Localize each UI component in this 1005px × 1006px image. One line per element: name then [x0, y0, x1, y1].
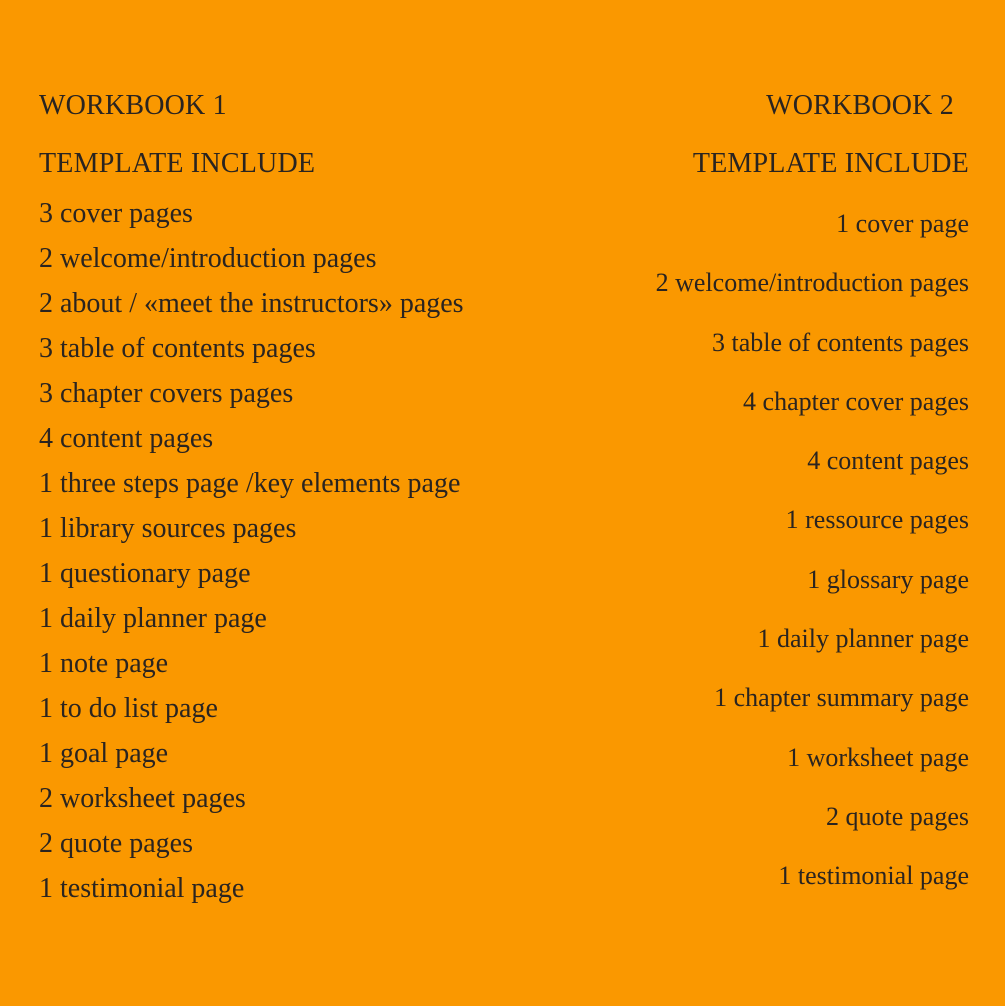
- list-item: 1 three steps page /key elements page: [39, 468, 461, 499]
- list-item: 3 chapter covers pages: [39, 378, 294, 409]
- workbook-1-column: [39, 88, 599, 911]
- list-item: 4 content pages: [807, 446, 969, 476]
- list-item: 3 table of contents pages: [39, 333, 316, 364]
- list-item: 1 cover page: [836, 209, 969, 238]
- workbook-1-subtitle: TEMPLATE INCLUDE: [39, 148, 316, 179]
- workbook-2-subtitle: TEMPLATE INCLUDE: [692, 148, 969, 179]
- list-item: 1 goal page: [39, 738, 169, 769]
- list-item: 2 quote pages: [39, 828, 193, 859]
- list-item: 1 glossary page: [807, 564, 969, 594]
- workbook-1-list: [39, 191, 599, 911]
- list-item: 1 questionary page: [39, 558, 251, 589]
- list-item: 2 about / «meet the instructors» pages: [39, 288, 464, 319]
- list-item: 1 daily planner page: [757, 624, 969, 654]
- workbook-2-list: [529, 202, 969, 914]
- list-item: 2 welcome/introduction pages: [655, 268, 969, 298]
- list-item: 1 worksheet page: [787, 742, 969, 772]
- list-item: 2 welcome/introduction pages: [39, 243, 377, 274]
- workbook-2-column: [529, 88, 969, 914]
- list-item: 3 table of contents pages: [711, 327, 969, 357]
- list-item: 2 worksheet pages: [39, 783, 246, 814]
- list-item: 4 content pages: [39, 423, 214, 454]
- list-item: 1 to do list page: [39, 693, 218, 724]
- workbook-1-title: WORKBOOK 1: [39, 90, 227, 121]
- list-item: 1 ressource pages: [785, 505, 969, 535]
- list-item: 4 chapter cover pages: [743, 386, 969, 416]
- list-item: 1 testimonial page: [39, 873, 245, 904]
- list-item: 1 testimonial page: [778, 861, 969, 891]
- list-item: 3 cover pages: [39, 198, 193, 229]
- list-item: 1 library sources pages: [39, 513, 297, 544]
- list-item: 2 quote pages: [826, 801, 969, 831]
- workbook-2-title: WORKBOOK 2: [766, 90, 954, 121]
- list-item: 1 daily planner page: [39, 603, 267, 634]
- list-item: 1 chapter summary page: [714, 683, 969, 713]
- list-item: 1 note page: [39, 648, 169, 679]
